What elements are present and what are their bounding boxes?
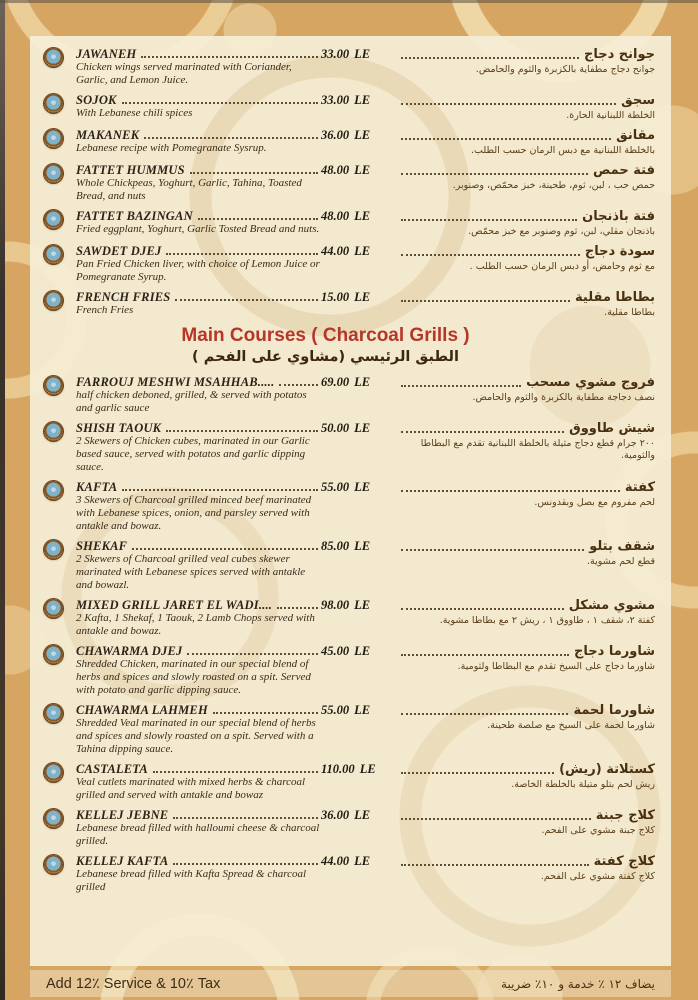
price-value: 48.00 xyxy=(321,163,350,177)
section-title-english: Main Courses ( Charcoal Grills ) xyxy=(181,325,470,346)
item-arabic-name: كلاج جبنة xyxy=(595,808,655,823)
menu-item-row xyxy=(30,644,661,697)
price-currency: LE xyxy=(354,47,371,61)
price-currency: LE xyxy=(354,854,371,868)
item-arabic-name: سودة دجاج xyxy=(584,244,655,259)
arabic-dotted-leader xyxy=(401,385,521,387)
item-arabic-column xyxy=(395,598,661,627)
menu-item-row xyxy=(30,539,661,592)
item-english-column xyxy=(76,163,321,203)
item-name: KAFTA xyxy=(76,480,118,494)
price-value: 36.00 xyxy=(321,128,350,142)
item-description: Pan Fried Chicken liver, with choice of Lemon Juice or Pomegranate Syrup. xyxy=(76,258,320,283)
emblem-column xyxy=(30,644,76,664)
item-arabic-description: مع ثوم وحامض، أو دبس الرمان حسب الطلب . xyxy=(469,261,655,272)
item-arabic-description: شاورما دجاج على السيخ تقدم مع البطاطا ولثومية. xyxy=(457,661,655,672)
restaurant-seal-icon xyxy=(44,763,63,782)
emblem-column xyxy=(30,163,76,183)
item-price xyxy=(321,209,395,223)
dotted-leader xyxy=(144,137,318,139)
item-arabic-name: جوانح دجاج xyxy=(583,47,655,62)
item-price xyxy=(321,644,395,658)
item-price xyxy=(321,480,395,494)
restaurant-seal-icon xyxy=(44,164,63,183)
item-arabic-name: فتة حمص xyxy=(592,163,655,178)
price-value: 48.00 xyxy=(321,209,350,223)
dotted-leader xyxy=(213,712,318,714)
restaurant-seal-icon xyxy=(44,48,63,67)
item-name-line xyxy=(76,290,321,304)
menu-item-row xyxy=(30,47,661,87)
item-arabic-column xyxy=(395,644,661,673)
price-value: 69.00 xyxy=(321,375,350,389)
dotted-leader xyxy=(190,172,318,174)
item-arabic-name: مقانق xyxy=(616,128,655,143)
item-arabic-name-line xyxy=(399,703,655,718)
item-price xyxy=(321,244,395,258)
item-name: FATTET HUMMUS xyxy=(76,163,185,177)
menu-item-row xyxy=(30,480,661,533)
arabic-dotted-leader xyxy=(401,254,580,256)
item-name: FATTET BAZINGAN xyxy=(76,209,193,223)
item-description: Shredded Veal marinated in our special blend of herbs and spices and slowly roasted on a spit. Served with a Tahina dipping sauce. xyxy=(76,717,316,755)
item-arabic-name: كفتة xyxy=(624,480,655,495)
restaurant-seal-icon xyxy=(44,599,63,618)
item-description: Veal cutlets marinated with mixed herbs & charcoal grilled and served with antakle and bowaz xyxy=(76,776,306,801)
dotted-leader xyxy=(166,253,318,255)
price-value: 55.00 xyxy=(321,480,350,494)
item-name: FRENCH FRIES xyxy=(76,290,171,304)
item-price xyxy=(321,808,395,822)
item-arabic-description: لحم مفروم مع بصل وبقدونس. xyxy=(534,497,655,508)
dotted-leader xyxy=(175,299,318,301)
item-price xyxy=(321,703,395,717)
item-english-column xyxy=(76,93,321,120)
item-name-line xyxy=(76,539,321,553)
arabic-dotted-leader xyxy=(401,549,584,551)
item-english-column xyxy=(76,644,321,697)
price-currency: LE xyxy=(354,93,371,107)
restaurant-seal-icon xyxy=(44,481,63,500)
item-name-line xyxy=(76,598,321,612)
emblem-column xyxy=(30,290,76,310)
price-value: 36.00 xyxy=(321,808,350,822)
dotted-leader xyxy=(141,56,318,58)
item-english-column xyxy=(76,128,321,155)
item-arabic-name-line xyxy=(399,644,655,659)
item-arabic-name: شقف بتلو xyxy=(589,539,655,554)
price-currency: LE xyxy=(354,290,371,304)
restaurant-seal-icon xyxy=(44,291,63,310)
item-arabic-description: كفتة ٢، شقف ١ ، طاووق ١ ، ريش ٢ مع بطاطا مشوية. xyxy=(439,615,655,626)
price-currency: LE xyxy=(354,539,371,553)
item-arabic-column xyxy=(395,93,661,122)
price-value: 44.00 xyxy=(321,244,350,258)
item-price xyxy=(321,128,395,142)
item-english-column xyxy=(76,808,321,848)
item-english-column xyxy=(76,421,321,474)
item-english-column xyxy=(76,854,321,894)
emblem-column xyxy=(30,762,76,782)
menu-item-row xyxy=(30,703,661,756)
item-price xyxy=(321,375,395,389)
menu-panel xyxy=(30,36,671,966)
item-name: SOJOK xyxy=(76,93,117,107)
price-currency: LE xyxy=(354,598,371,612)
item-description: Chicken wings served marinated with Coriander, Garlic, and Lemon Juice. xyxy=(76,61,292,86)
item-name-line xyxy=(76,762,321,776)
dotted-leader xyxy=(122,102,318,104)
item-arabic-column xyxy=(395,480,661,509)
item-arabic-description: شاورما لحمة على السيخ مع صلصة طحينة. xyxy=(487,720,655,731)
item-name: KELLEJ JEBNE xyxy=(76,808,169,822)
arabic-dotted-leader xyxy=(401,608,564,610)
restaurant-seal-icon xyxy=(44,210,63,229)
price-value: 15.00 xyxy=(321,290,350,304)
menu-item-row xyxy=(30,290,661,319)
item-arabic-description: ريش لحم بتلو متيلة بالخلطة الخاصة. xyxy=(511,779,655,790)
scan-edge-top xyxy=(0,0,698,3)
item-arabic-name: شاورما دجاج xyxy=(574,644,655,659)
item-arabic-column xyxy=(395,703,661,732)
menu-item-row xyxy=(30,163,661,203)
menu-item-row xyxy=(30,128,661,157)
emblem-column xyxy=(30,703,76,723)
section-title-arabic: الطبق الرئيسي (مشاوي على الفحم ) xyxy=(192,349,459,365)
price-currency: LE xyxy=(354,128,371,142)
price-currency: LE xyxy=(354,808,371,822)
menu-item-row xyxy=(30,209,661,238)
item-english-column xyxy=(76,290,321,317)
price-value: 33.00 xyxy=(321,47,350,61)
item-arabic-name: شاورما لحمة xyxy=(573,703,655,718)
menu-item-row xyxy=(30,854,661,894)
item-arabic-name-line xyxy=(399,47,655,62)
emblem-column xyxy=(30,854,76,874)
item-name: SHISH TAOUK xyxy=(76,421,162,435)
item-name: MIXED GRILL JARET EL WADI.... xyxy=(76,598,273,612)
item-price xyxy=(321,539,395,553)
item-description: Fried eggplant, Yoghurt, Garlic Tosted Bread and nuts. xyxy=(76,223,320,235)
item-name-line xyxy=(76,480,321,494)
item-name-line xyxy=(76,421,321,435)
item-description: Lebanese bread filled with halloumi cheese & charcoal grilled. xyxy=(76,822,320,847)
service-tax-footer xyxy=(30,970,671,997)
item-description: 2 Skewers of Chicken cubes, marinated in our Garlic based sauce, served with potatos and garlic dipping sauce. xyxy=(76,435,310,473)
item-name-line xyxy=(76,163,321,177)
price-currency: LE xyxy=(359,762,376,776)
footer-note-arabic: يضاف ١٢ ٪ خدمة و ١٠٪ ضريبة xyxy=(501,976,655,991)
item-arabic-column xyxy=(395,163,661,192)
item-description: 3 Skewers of Charcoal grilled minced beef marinated with Lebanese spices, onion, and parsley served with antakle and bowaz. xyxy=(76,494,312,532)
item-price xyxy=(321,762,395,776)
arabic-dotted-leader xyxy=(401,219,577,221)
emblem-column xyxy=(30,421,76,441)
item-name: MAKANEK xyxy=(76,128,140,142)
price-value: 50.00 xyxy=(321,421,350,435)
item-arabic-description: نصف دجاجة مطفاية بالكزبرة والثوم والحامض. xyxy=(472,392,655,403)
item-price xyxy=(321,598,395,612)
menu-item-row xyxy=(30,598,661,638)
restaurant-seal-icon xyxy=(44,809,63,828)
item-arabic-column xyxy=(395,421,661,462)
item-name-line xyxy=(76,244,321,258)
item-english-column xyxy=(76,703,321,756)
item-name: CHAWARMA LAHMEH xyxy=(76,703,208,717)
dotted-leader xyxy=(153,771,318,773)
price-value: 85.00 xyxy=(321,539,350,553)
emblem-column xyxy=(30,808,76,828)
item-arabic-name-line xyxy=(399,762,655,777)
item-arabic-column xyxy=(395,209,661,238)
item-name: SAWDET DJEJ xyxy=(76,244,162,258)
menu-item-row xyxy=(30,375,661,415)
item-description: 2 Skewers of Charcoal grilled veal cubes skewer marinated with Lebanese spices served with antakle and bowazl. xyxy=(76,553,306,591)
item-english-column xyxy=(76,598,321,638)
item-arabic-name-line xyxy=(399,128,655,143)
price-value: 98.00 xyxy=(321,598,350,612)
item-name-line xyxy=(76,375,321,389)
dotted-leader xyxy=(187,653,318,655)
item-name-line xyxy=(76,854,321,868)
price-currency: LE xyxy=(354,244,371,258)
main-courses-section xyxy=(30,375,661,894)
item-arabic-name: بطاطا مقلية xyxy=(575,290,655,305)
item-name: JAWANEH xyxy=(76,47,137,61)
item-arabic-name: فتة باذنجان xyxy=(582,209,655,224)
item-arabic-description: باذنجان مقلي، لبن، ثوم وصنوبر مع خبز محمّص. xyxy=(468,226,655,237)
arabic-dotted-leader xyxy=(401,490,620,492)
item-arabic-name-line xyxy=(399,539,655,554)
emblem-column xyxy=(30,244,76,264)
menu-item-row xyxy=(30,762,661,802)
item-arabic-name: شيش طاووق xyxy=(569,421,655,436)
price-value: 33.00 xyxy=(321,93,350,107)
item-arabic-description: جوانح دجاج مطفاية بالكزبرة والثوم والحامض. xyxy=(475,64,655,75)
item-description: Lebanese recipe with Pomegranate Sysrup. xyxy=(76,142,267,154)
restaurant-seal-icon xyxy=(44,245,63,264)
item-english-column xyxy=(76,47,321,87)
item-name-line xyxy=(76,93,321,107)
item-arabic-description: بطاطا مقلية. xyxy=(604,307,655,318)
arabic-dotted-leader xyxy=(401,772,554,774)
price-value: 55.00 xyxy=(321,703,350,717)
dotted-leader xyxy=(173,863,318,865)
item-description: half chicken deboned, grilled, & served with potatos and garlic sauce xyxy=(76,389,307,414)
arabic-dotted-leader xyxy=(401,818,591,820)
restaurant-seal-icon xyxy=(44,540,63,559)
item-arabic-column xyxy=(395,762,661,791)
price-currency: LE xyxy=(354,163,371,177)
item-price xyxy=(321,854,395,868)
item-arabic-name-line xyxy=(399,421,655,436)
item-name: SHEKAF xyxy=(76,539,128,553)
item-name-line xyxy=(76,209,321,223)
emblem-column xyxy=(30,375,76,395)
item-arabic-name: مشوي مشكل xyxy=(568,598,655,613)
item-name-line xyxy=(76,703,321,717)
dotted-leader xyxy=(166,430,318,432)
dotted-leader xyxy=(132,548,318,550)
price-value: 110.00 xyxy=(321,762,355,776)
arabic-dotted-leader xyxy=(401,864,589,866)
restaurant-seal-icon xyxy=(44,376,63,395)
menu-item-row xyxy=(30,93,661,122)
item-name: CASTALETA xyxy=(76,762,148,776)
appetizer-section xyxy=(30,47,661,319)
item-description: 2 Kafta, 1 Shekaf, 1 Taouk, 2 Lamb Chops served with antakle and bowaz. xyxy=(76,612,315,637)
item-arabic-column xyxy=(395,290,661,319)
item-arabic-description: حمص حب ، لبن، ثوم، طحينة، خبز محمّص، وصنوبر. xyxy=(452,180,655,191)
arabic-dotted-leader xyxy=(401,57,579,59)
arabic-dotted-leader xyxy=(401,431,564,433)
restaurant-seal-icon xyxy=(44,704,63,723)
price-currency: LE xyxy=(354,703,371,717)
scan-edge-left xyxy=(0,0,5,1000)
item-arabic-name-line xyxy=(399,598,655,613)
item-english-column xyxy=(76,539,321,592)
item-name: CHAWARMA DJEJ xyxy=(76,644,183,658)
restaurant-seal-icon xyxy=(44,129,63,148)
arabic-dotted-leader xyxy=(401,103,616,105)
item-arabic-description: كلاج جبنة مشوي على الفحم. xyxy=(541,825,655,836)
price-currency: LE xyxy=(354,480,371,494)
item-arabic-description: كلاج كفتة مشوي على الفحم. xyxy=(540,871,655,882)
item-name-line xyxy=(76,644,321,658)
item-arabic-description: بالخلطة اللبنانية مع دبس الرمان حسب الطلب. xyxy=(471,145,655,156)
item-price xyxy=(321,163,395,177)
item-price xyxy=(321,290,395,304)
dotted-leader xyxy=(173,817,318,819)
item-price xyxy=(321,93,395,107)
item-name-line xyxy=(76,128,321,142)
menu-item-row xyxy=(30,421,661,474)
item-name: KELLEJ KAFTA xyxy=(76,854,169,868)
item-arabic-name: كلاج كفتة xyxy=(593,854,655,869)
item-arabic-column xyxy=(395,47,661,76)
arabic-dotted-leader xyxy=(401,138,611,140)
price-currency: LE xyxy=(354,421,371,435)
emblem-column xyxy=(30,93,76,113)
dotted-leader xyxy=(198,218,318,220)
item-english-column xyxy=(76,762,321,802)
item-arabic-description: الخلطة اللبنانية الحارة. xyxy=(566,110,655,121)
item-description: Shredded Chicken, marinated in our special blend of herbs and spices and slowly roasted on a spit. Served with potato and garlic dipping sauce. xyxy=(76,658,311,696)
emblem-column xyxy=(30,47,76,67)
emblem-column xyxy=(30,539,76,559)
emblem-column xyxy=(30,598,76,618)
menu-item-row xyxy=(30,808,661,848)
item-arabic-name: كستلاتة (ريش) xyxy=(559,762,655,777)
item-arabic-name-line xyxy=(399,163,655,178)
item-arabic-name: سجق xyxy=(621,93,655,108)
item-arabic-name-line xyxy=(399,209,655,224)
item-price xyxy=(321,47,395,61)
price-currency: LE xyxy=(354,375,371,389)
section-header xyxy=(30,325,621,367)
item-arabic-description: قطع لحم مشوية. xyxy=(586,556,655,567)
item-arabic-column xyxy=(395,375,661,404)
item-arabic-column xyxy=(395,808,661,837)
item-english-column xyxy=(76,244,321,284)
item-arabic-column xyxy=(395,539,661,568)
restaurant-seal-icon xyxy=(44,645,63,664)
arabic-dotted-leader xyxy=(401,654,569,656)
item-english-column xyxy=(76,480,321,533)
restaurant-seal-icon xyxy=(44,94,63,113)
restaurant-seal-icon xyxy=(44,855,63,874)
item-description: French Fries xyxy=(76,304,134,316)
item-arabic-name: فروج مشوي مسحب xyxy=(526,375,655,390)
arabic-dotted-leader xyxy=(401,173,588,175)
price-currency: LE xyxy=(354,644,371,658)
item-arabic-column xyxy=(395,244,661,273)
item-arabic-description: ٢٠٠ جرام قطع دجاج مثيلة بالخلطة اللبنانية تقدم مع البطاطا والثومية. xyxy=(420,438,655,461)
item-arabic-name-line xyxy=(399,808,655,823)
item-price xyxy=(321,421,395,435)
price-value: 44.00 xyxy=(321,854,350,868)
item-name: FARROUJ MESHWI MSAHHAB..... xyxy=(76,375,275,389)
emblem-column xyxy=(30,209,76,229)
arabic-dotted-leader xyxy=(401,713,568,715)
footer-note-english: Add 12٪ Service & 10٪ Tax xyxy=(46,975,221,992)
dotted-leader xyxy=(277,607,318,609)
item-description: Whole Chickpeas, Yoghurt, Garlic, Tahina, Toasted Bread, and nuts xyxy=(76,177,302,202)
restaurant-seal-icon xyxy=(44,422,63,441)
emblem-column xyxy=(30,480,76,500)
emblem-column xyxy=(30,128,76,148)
item-arabic-name-line xyxy=(399,375,655,390)
item-arabic-name-line xyxy=(399,480,655,495)
item-description: With Lebanese chili spices xyxy=(76,107,193,119)
arabic-dotted-leader xyxy=(401,300,570,302)
price-currency: LE xyxy=(354,209,371,223)
item-arabic-name-line xyxy=(399,854,655,869)
item-arabic-name-line xyxy=(399,244,655,259)
item-arabic-column xyxy=(395,128,661,157)
menu-item-row xyxy=(30,244,661,284)
dotted-leader xyxy=(122,489,318,491)
item-arabic-name-line xyxy=(399,93,655,108)
item-english-column xyxy=(76,209,321,236)
item-name-line xyxy=(76,808,321,822)
dotted-leader xyxy=(279,384,318,386)
item-arabic-name-line xyxy=(399,290,655,305)
item-arabic-column xyxy=(395,854,661,883)
item-english-column xyxy=(76,375,321,415)
price-value: 45.00 xyxy=(321,644,350,658)
item-description: Lebanese bread filled with Kafta Spread & charcoal grilled xyxy=(76,868,307,893)
item-name-line xyxy=(76,47,321,61)
